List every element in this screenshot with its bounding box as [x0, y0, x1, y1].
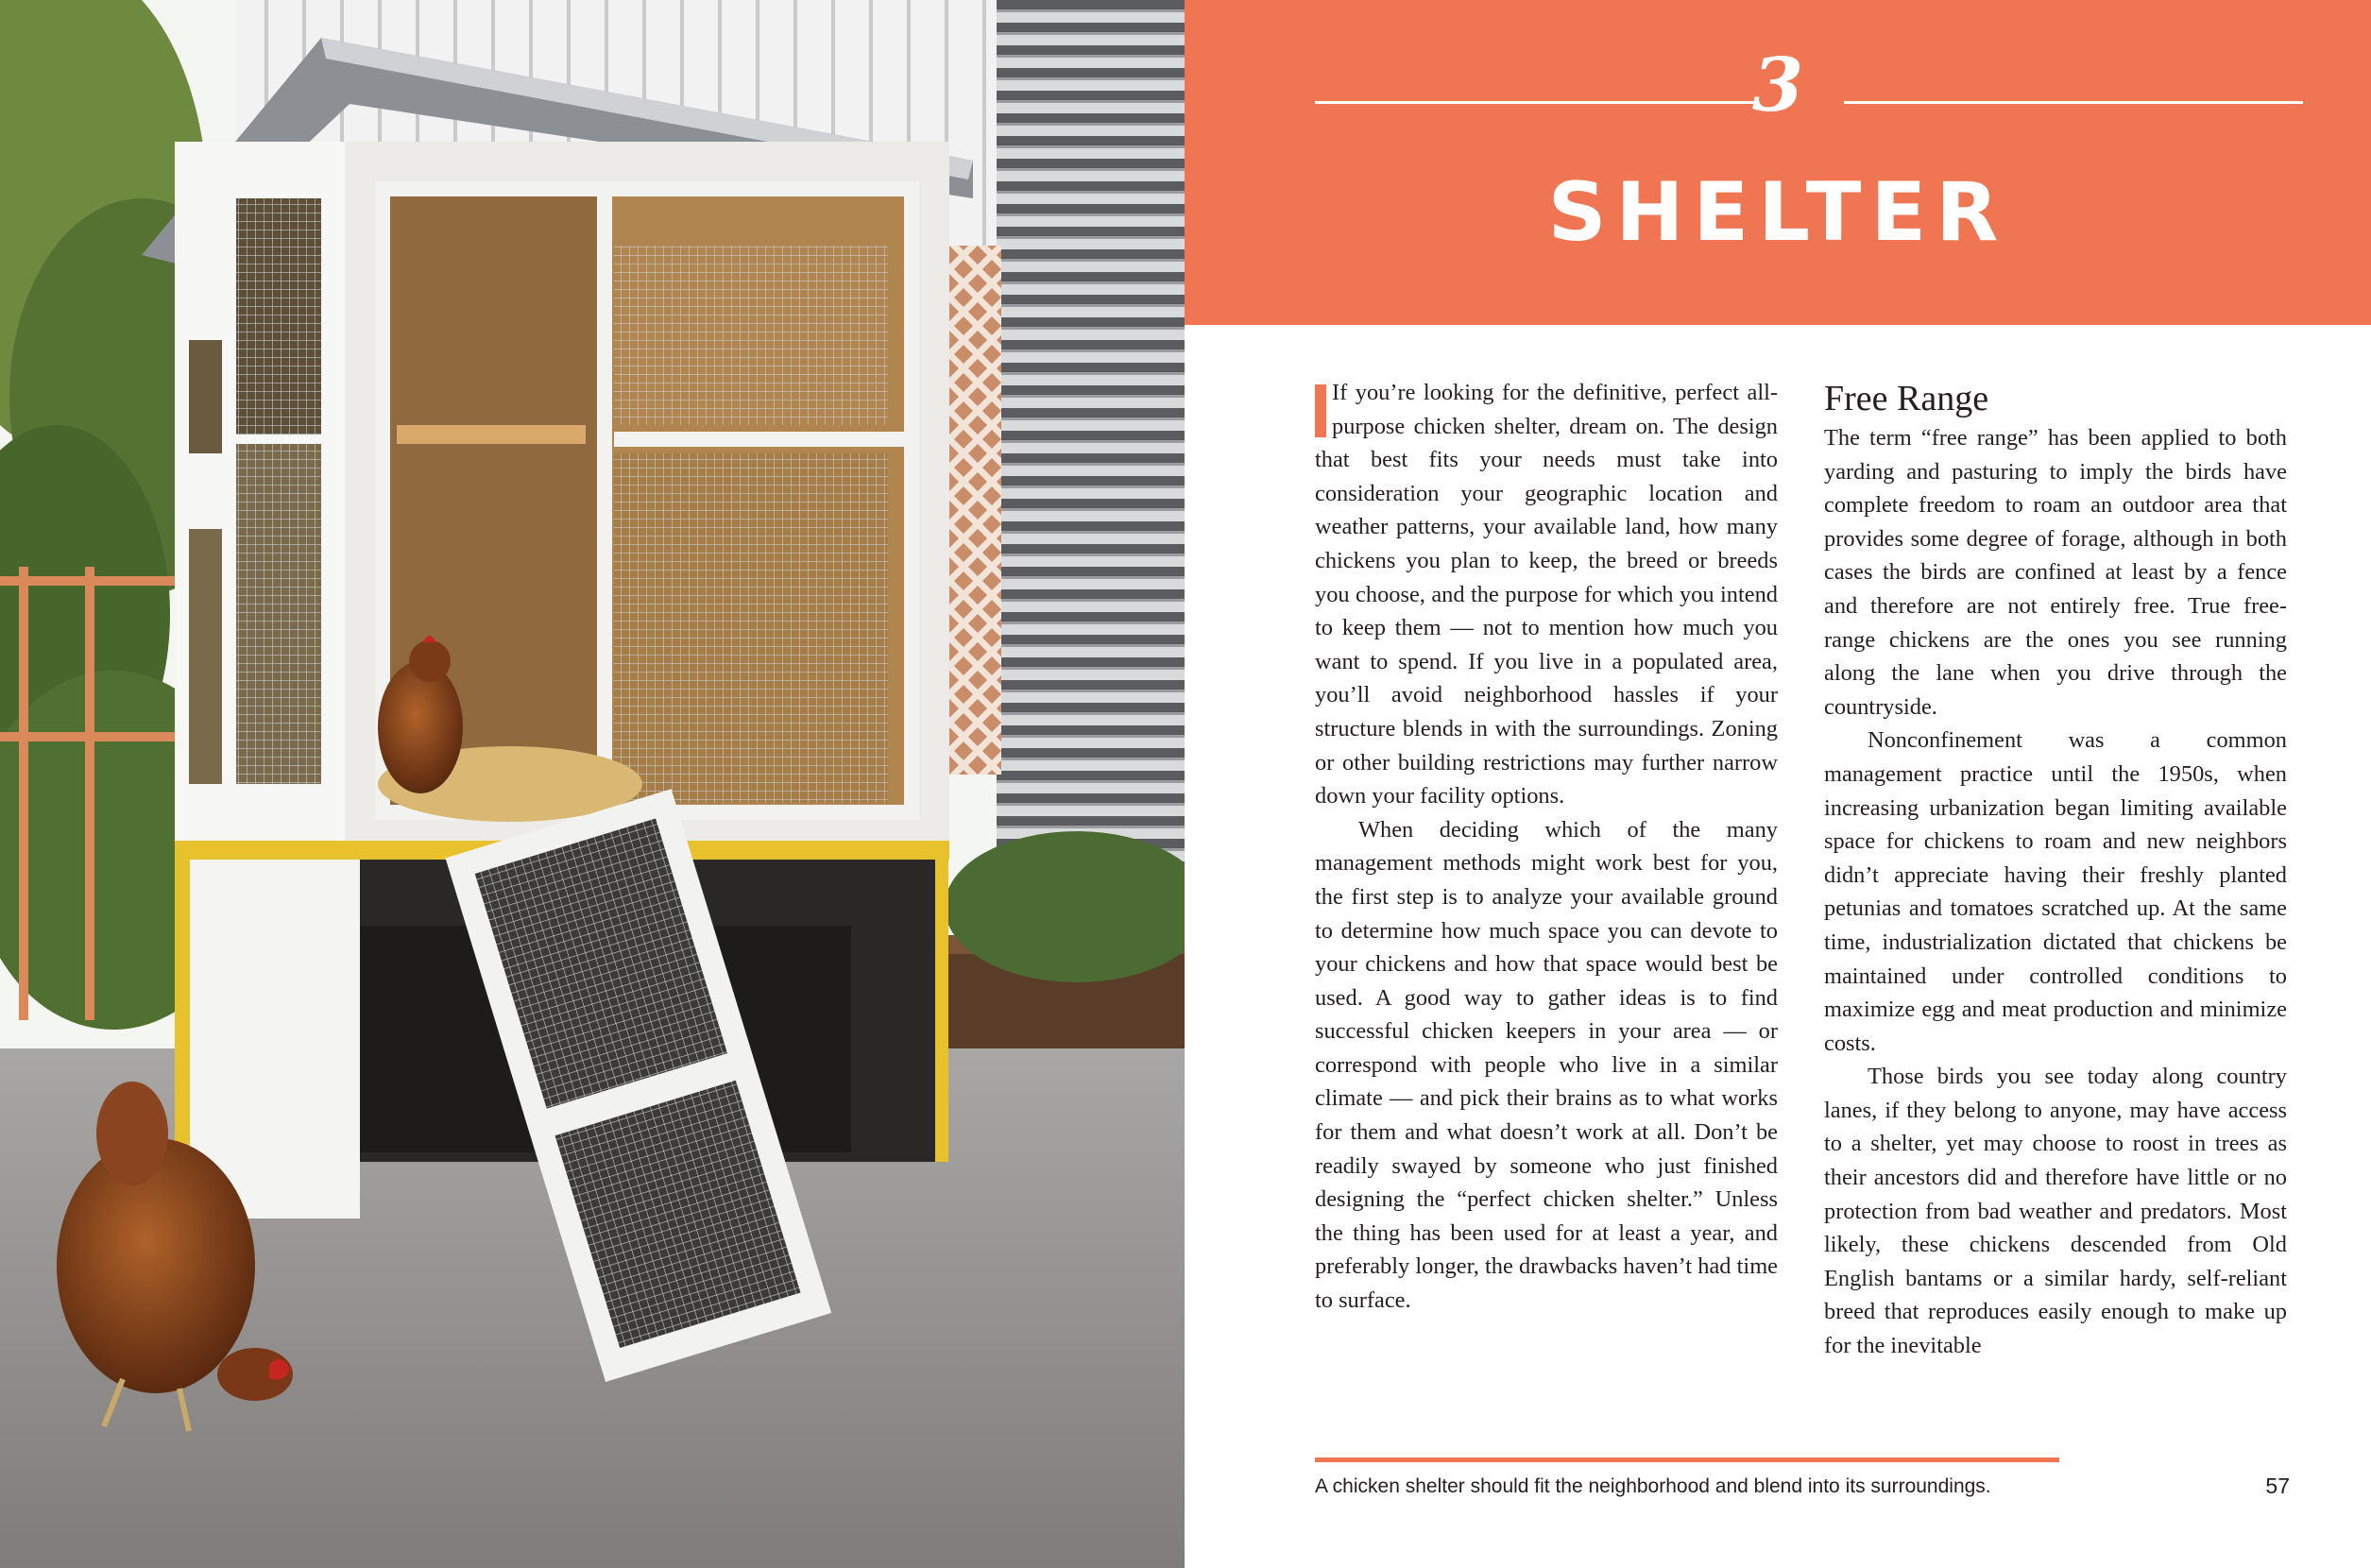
body-paragraph — [1315, 376, 1778, 813]
photo-caption: A chicken shelter should fit the neighborhood and blend into its surroundings. — [1315, 1475, 1991, 1497]
chapter-banner — [1185, 0, 2371, 325]
body-paragraph: The term “free range” has been applied to both yarding and pasturing to imply the birds have complete freedom to roam an outdoor area that provides some degree of forage, although in both cases the birds are confined at least by a fence and therefore are not entirely free. True free-range chickens are the ones you see running along the lane when you drive through the countryside. — [1824, 425, 2287, 720]
paragraph-text: If you’re looking for the definitive, perfect all-purpose chicken shelter, dream on. The design that best fits your needs must take into consideration your geographic location and weather patterns, your available land, how many chickens you plan to keep, the breed or breeds you choose, and the purpose for which you intend to keep them — not to mention how much you want to spend. If you live in a populated area, you’ll avoid neighborhood hassles if your structure blends in with the surroundings. Zoning or other building restrictions may further narrow down your facility options. — [1315, 380, 1778, 810]
body-column-right — [1824, 376, 2287, 1363]
drop-cap-marker — [1315, 384, 1326, 437]
chapter-number: 3 — [1751, 43, 1804, 128]
page-number: 57 — [2265, 1474, 2290, 1498]
text-page — [1185, 0, 2371, 1568]
body-paragraph: Those birds you see today along country lanes, if they belong to anyone, may have access to a shelter, yet may choose to roost in trees as their ancestors did and therefore have little or no protection from bad weather and predators. Most likely, these chickens descended from Old English bantams or a similar hardy, self-reliant breed that reproduces easily enough to make up for the inevitable — [1824, 1064, 2287, 1359]
section-heading: Free Range — [1824, 379, 1989, 418]
body-paragraph: Nonconfinement was a common management practice until the 1950s, when increasing urbanization began limiting available space for chickens to roam and new neighbors didn’t appreciate having their freshly planted petunias and tomatoes scratched up. At the same time, industrialization dictated that chickens be maintained under controlled conditions to maximize egg and meat production and minimize costs. — [1824, 727, 2287, 1056]
chapter-title: SHELTER — [1547, 165, 2008, 260]
caption-rule — [1315, 1457, 2059, 1462]
body-paragraph: When deciding which of the many management methods might work best for you, the first step is to analyze your available ground to determine how much space you can devote to your chickens and how that space would best be used. A good way to gather ideas is to find successful chicken keepers in your area — or correspond with people who live in a similar climate — and pick their brains as to what works for them and what doesn’t work at all. Don’t be readily swayed by someone who just finished designing the “perfect chicken shelter.” Unless the thing has been used for at least a year, and preferably longer, the drawbacks haven’t had time to surface. — [1315, 816, 1778, 1314]
chicken-coop-photo — [0, 0, 1185, 1568]
body-column-left — [1315, 376, 1778, 1318]
